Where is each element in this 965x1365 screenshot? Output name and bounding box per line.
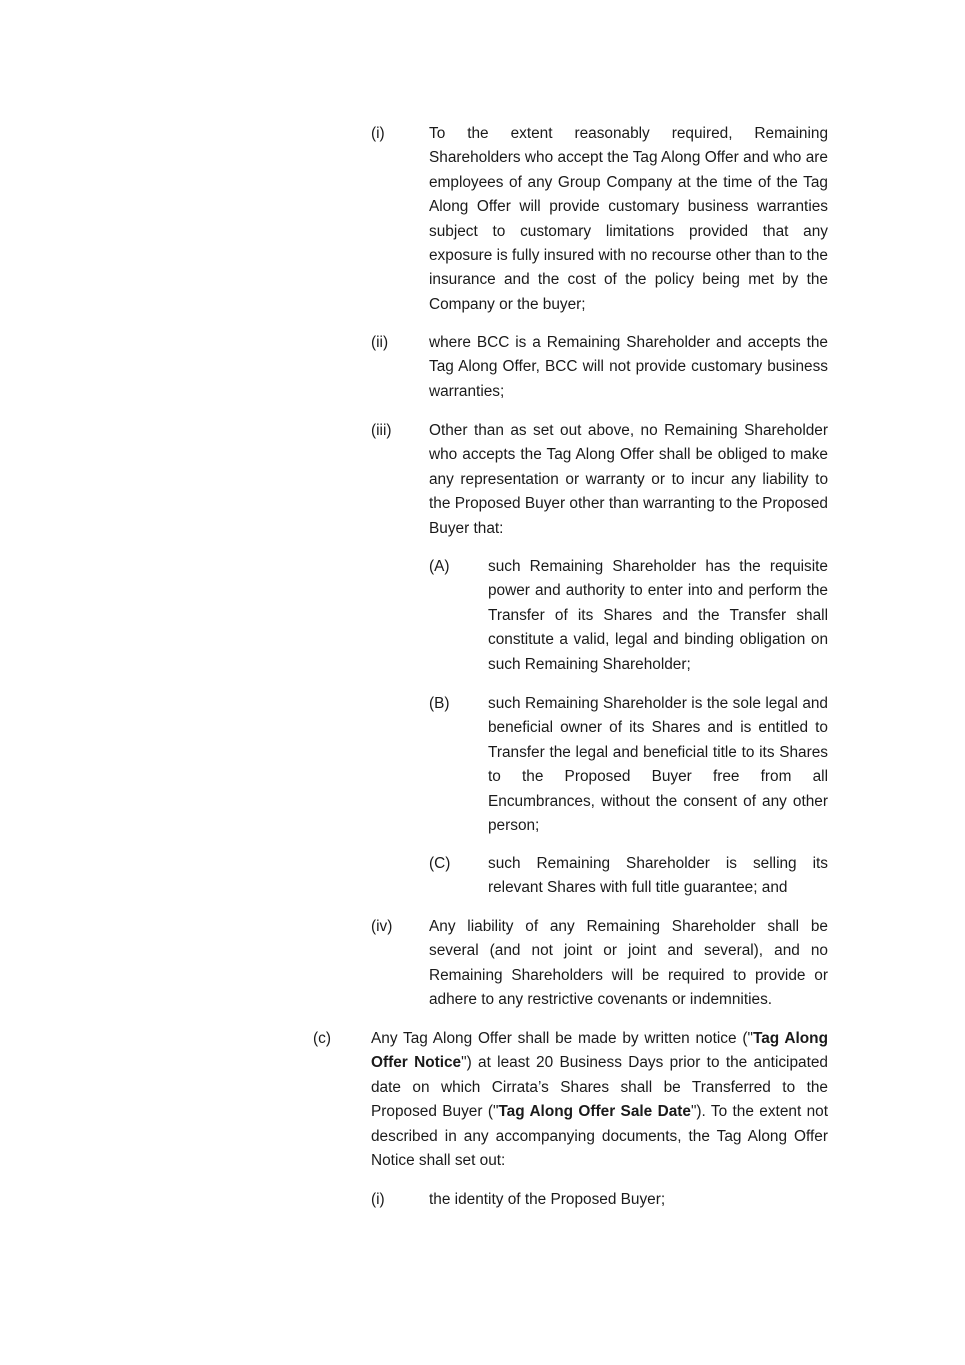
defined-term: Tag Along Offer Notice [371,1030,828,1072]
clause-text: To the extent reasonably required, Remaining Shareholders who accept the Tag Along Offer and who are employees of any Group Company at the time of the Tag Along Offer will provide customary business warranties subject to customary limitations provided that any exposure is fully insured with no recourse other than to the insurance and the cost of the policy being met by the Company or the buyer; [429,125,828,313]
clause-label: (i) [371,1191,385,1208]
subclause-text: such Remaining Shareholder is the sole legal and beneficial owner of its Shares and is entitled to Transfer the legal and beneficial title to its Shares to the Proposed Buyer free from all Encumbrances, without the consent of any other person; [488,695,828,835]
subclause-text: such Remaining Shareholder is selling its relevant Shares with full title guarantee; and [488,855,828,897]
clause-label: (iii) [371,422,392,439]
clause-text-part: "). To the extent not described in any accompanying documents, the Tag Along Offer Notice shall set out: [371,1103,828,1170]
clause-text [371,1027,828,1173]
clause-text: Other than as set out above, no Remaining Shareholder who accepts the Tag Along Offer shall be obliged to make any representation or warranty or to incur any liability to the Proposed Buyer other than warranting to the Proposed Buyer that: [429,422,828,537]
clause-label: (c) [313,1030,331,1047]
clause-text-part: Any Tag Along Offer shall be made by written notice (" [371,1030,753,1047]
clause-text-part: ") at least 20 Business Days prior to the anticipated date on which Cirrata’s Shares shall be Transferred to the Proposed Buyer (" [371,1054,828,1121]
subclause-label: (A) [429,558,450,575]
clause-label: (iv) [371,918,393,935]
clause-text: the identity of the Proposed Buyer; [429,1191,666,1208]
clause-label: (i) [371,125,385,142]
clause-label: (ii) [371,334,389,351]
subclause-label: (B) [429,695,450,712]
defined-term: Tag Along Offer Sale Date [498,1103,691,1121]
subclause-label: (C) [429,855,451,872]
clause-text: where BCC is a Remaining Shareholder and accepts the Tag Along Offer, BCC will not provide customary business warranties; [429,334,828,400]
subclause-text: such Remaining Shareholder has the requisite power and authority to enter into and perform the Transfer of its Shares and the Transfer shall constitute a valid, legal and binding obligation on such Remaining Shareholder; [488,558,828,673]
clause-text: Any liability of any Remaining Shareholder shall be several (and not joint or joint and several), and no Remaining Shareholders will be required to provide or adhere to any restrictive covenants or indemnities. [429,918,828,1009]
